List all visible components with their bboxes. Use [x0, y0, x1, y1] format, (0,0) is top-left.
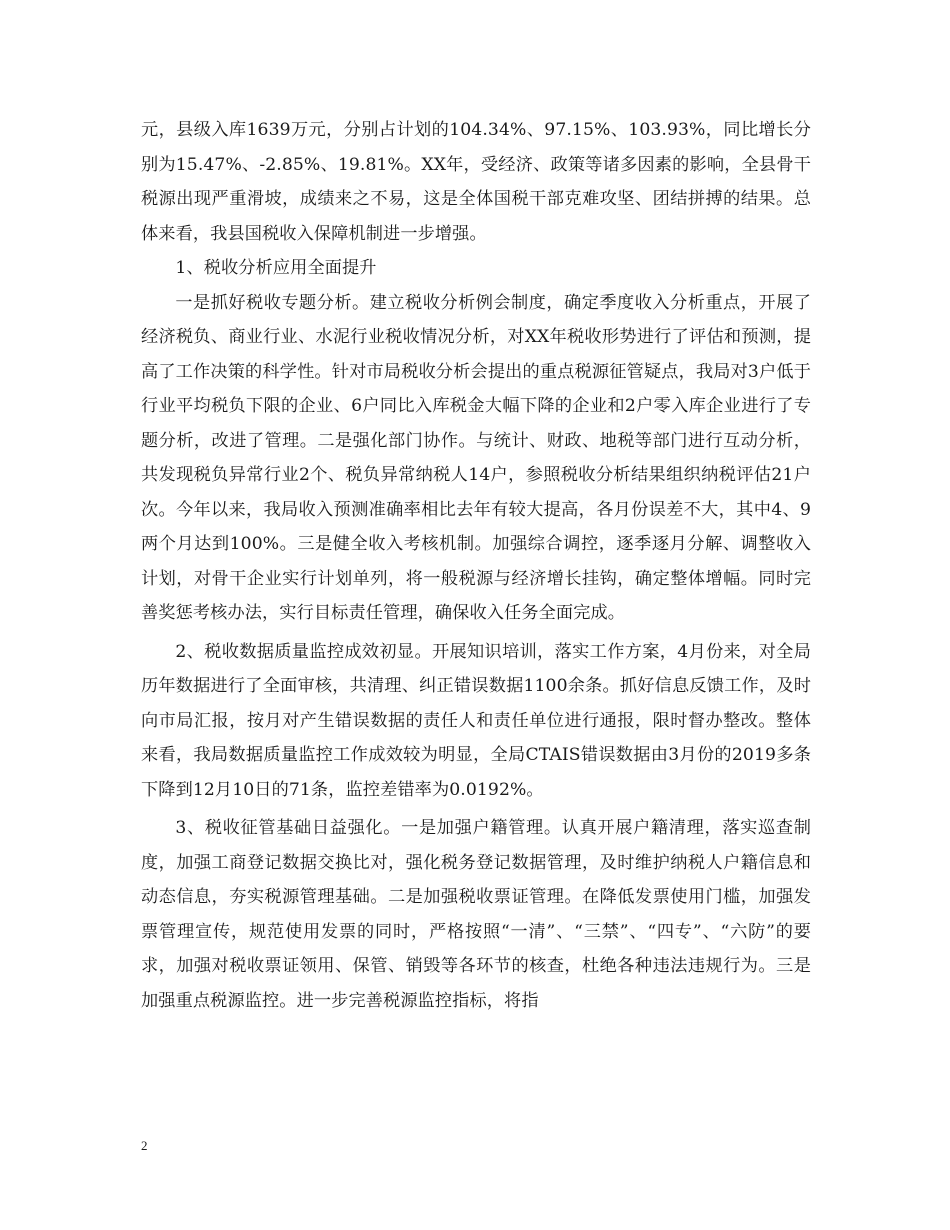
- section-heading-tax-analysis: 1、税收分析应用全面提升: [175, 258, 377, 278]
- page-number: 2: [141, 1138, 148, 1153]
- paragraph-continued: 元，县级入库1639万元，分别占计划的104.34%、97.15%、103.93%，同比增长分别为15.47%、-2.85%、19.81%。XX年，受经济、政策等诸多因素的影响，全县骨干税源出现严重滑坡，成绩来之不易，这是全体国税干部克难攻坚、团结拼搏的结果。总体来看，我县国税收入保障机制进一步增强。: [141, 120, 811, 244]
- paragraph-tax-analysis: 一是抓好税收专题分析。建立税收分析例会制度，确定季度收入分析重点，开展了经济税负、商业行业、水泥行业税收情况分析，对XX年税收形势进行了评估和预测，提高了工作决策的科学性。针对市局税收分析会提出的重点税源征管疑点，我局对3户低于行业平均税负下限的企业、6户同比入库税金大幅下降的企业和2户零入库企业进行了专题分析，改进了管理。二是强化部门协作。与统计、财政、地税等部门进行互动分析，共发现税负异常行业2个、税负异常纳税人14户，参照税收分析结果组织纳税评估21户次。今年以来，我局收入预测准确率相比去年有较大提高，各月份误差不大，其中4、9两个月达到100%。三是健全收入考核机制。加强综合调控，逐季逐月分解、调整收入计划，对骨干企业实行计划单列，将一般税源与经济增长挂钩，确定整体增幅。同时完善奖惩考核办法，实行目标责任管理，确保收入任务全面完成。: [141, 292, 811, 623]
- paragraph-collection-management: 3、税收征管基础日益强化。一是加强户籍管理。认真开展户籍清理，落实巡查制度，加强工商登记数据交换比对，强化税务登记数据管理，及时维护纳税人户籍信息和动态信息，夯实税源管理基础。二是加强税收票证管理。在降低发票使用门槛，加强发票管理宣传，规范使用发票的同时，严格按照“一清”、“三禁”、“四专”、“六防”的要求，加强对税收票证领用、保管、销毁等各环节的核查，杜绝各种违法违规行为。三是加强重点税源监控。进一步完善税源监控指标，将指: [141, 818, 811, 1011]
- document-body: [141, 113, 811, 1018]
- paragraph-data-quality: 2、税收数据质量监控成效初显。开展知识培训，落实工作方案，4月份来，对全局历年数据进行了全面审核，共清理、纠正错误数据1100余条。抓好信息反馈工作，及时向市局汇报，按月对产生错误数据的责任人和责任单位进行通报，限时督办整改。整体来看，我局数据质量监控工作成效较为明显，全局CTAIS错误数据由3月份的2019多条下降到12月10日的71条，监控差错率为0.0192%。: [141, 641, 811, 800]
